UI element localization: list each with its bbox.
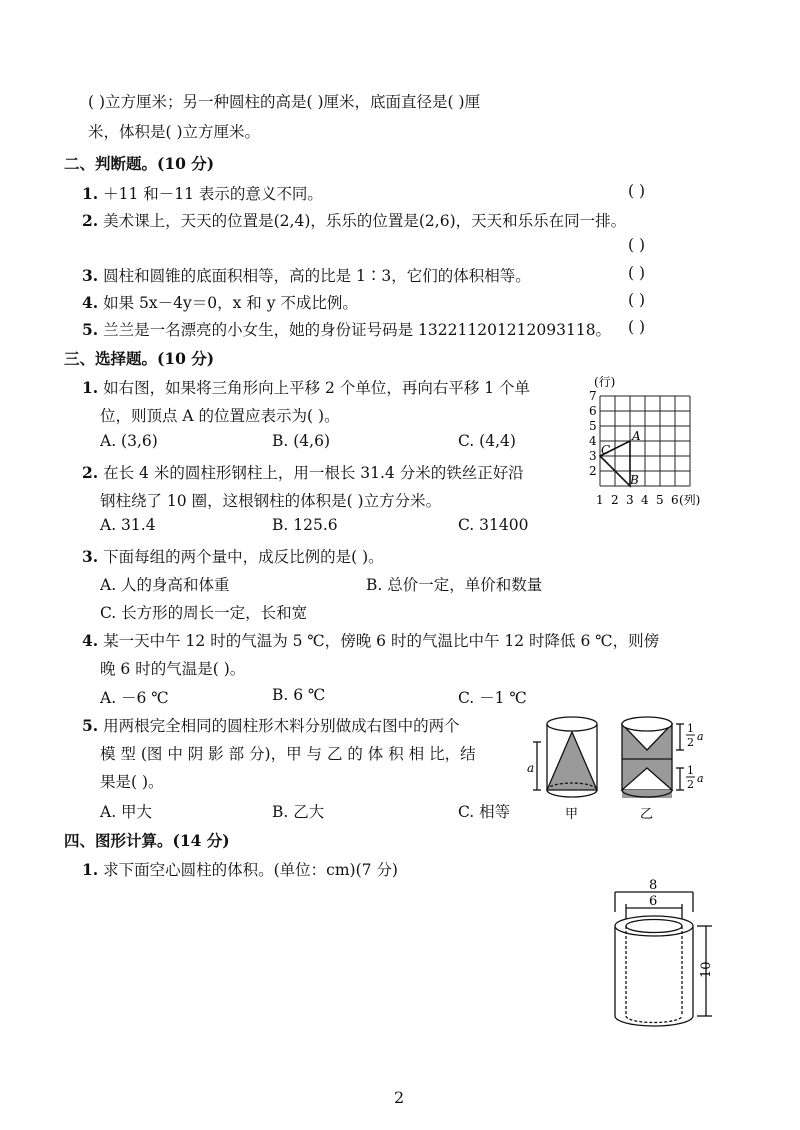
y-tick: 7 (589, 389, 597, 403)
answer-paren-3[interactable]: ( ) (628, 264, 646, 282)
inner-diameter-label: 6 (649, 894, 658, 909)
option-a[interactable]: A. (3,6) (100, 432, 158, 450)
coordinate-grid-figure (580, 372, 720, 522)
choice-q1-line1 (82, 376, 530, 398)
point-b-label: B (630, 473, 639, 487)
question-text: 求下面空心圆柱的体积。(单位：cm)(7 分) (103, 861, 398, 879)
fraction-denominator: 2 (687, 778, 694, 791)
choice-q5-line3: 果是( )。 (100, 773, 164, 791)
x-ticks (596, 493, 679, 507)
option-c[interactable]: C. 相等 (458, 803, 511, 821)
height-label: 10 (699, 961, 714, 978)
answer-paren-1[interactable]: ( ) (628, 182, 646, 200)
option-c[interactable]: C. 长方形的周长一定，长和宽 (100, 604, 308, 622)
y-tick: 3 (589, 449, 597, 463)
fraction-numerator: 1 (687, 722, 694, 735)
question-text: 用两根完全相同的圆柱形木料分别做成右图中的两个 (103, 717, 460, 735)
choice-q2-line1 (82, 461, 524, 483)
judge-item-3 (82, 264, 531, 286)
cylinder-yi (622, 717, 684, 798)
x-axis-label: (列) (679, 493, 701, 507)
x-tick: 2 (611, 493, 619, 507)
judge-item-4 (82, 291, 358, 313)
option-a[interactable]: A. －6 ℃ (100, 689, 169, 707)
item-number: 1. (82, 860, 99, 879)
x-tick: 1 (596, 493, 604, 507)
item-number: 2. (82, 211, 99, 230)
option-c[interactable]: C. 31400 (458, 516, 529, 534)
choice-q5-line1 (82, 714, 460, 736)
y-tick: 2 (589, 464, 597, 478)
choice-q2-line2: 钢柱绕了 10 圈，这根钢柱的体积是( )立方分米。 (100, 492, 442, 510)
y-ticks (589, 389, 597, 478)
option-c[interactable]: C. (4,4) (458, 432, 516, 450)
option-a[interactable]: A. 31.4 (100, 516, 156, 534)
y-axis-label: (行) (594, 375, 616, 389)
fraction-variable: a (697, 772, 704, 785)
fraction-denominator: 2 (687, 736, 694, 749)
hollow-cylinder-figure (598, 878, 728, 1038)
section-2-title: 二、判断题。(10 分) (64, 154, 215, 173)
fraction-numerator: 1 (687, 764, 694, 777)
item-text: ＋11 和－11 表示的意义不同。 (103, 185, 323, 203)
cylinder-jia (533, 717, 597, 798)
page-number: 2 (394, 1088, 405, 1107)
half-a-label-bottom (686, 764, 704, 791)
calc-q1 (82, 858, 398, 880)
question-text: 某一天中午 12 时的气温为 5 ℃，傍晚 6 时的气温比中午 12 时降低 6 ℃，则傍 (103, 632, 660, 650)
y-tick: 5 (589, 419, 597, 433)
cylinders-figure (525, 710, 725, 825)
choice-q4-line2: 晚 6 时的气温是( )。 (100, 660, 246, 678)
half-a-label-top (686, 722, 704, 749)
x-tick: 5 (656, 493, 664, 507)
option-a[interactable]: A. 甲大 (100, 803, 153, 821)
jia-label: 甲 (565, 807, 579, 822)
choice-q4-line1 (82, 629, 659, 651)
item-number: 5. (82, 320, 99, 339)
continued-line-1: ( )立方厘米；另一种圆柱的高是( )厘米，底面直径是( )厘 (88, 93, 481, 111)
section-3-title: 三、选择题。(10 分) (64, 349, 215, 368)
judge-item-2 (82, 209, 626, 231)
option-b[interactable]: B. (4,6) (272, 432, 330, 450)
item-text: 圆柱和圆锥的底面积相等，高的比是 1∶3，它们的体积相等。 (103, 267, 531, 285)
answer-paren-2[interactable]: ( ) (628, 236, 646, 254)
option-b[interactable]: B. 总价一定，单价和数量 (366, 576, 543, 594)
judge-item-1 (82, 182, 323, 204)
judge-item-5 (82, 318, 611, 340)
point-a-label: A (632, 429, 641, 443)
x-tick: 3 (626, 493, 634, 507)
item-text: 美术课上，天天的位置是(2,4)，乐乐的位置是(2,6)，天天和乐乐在同一排。 (103, 212, 627, 230)
item-text: 如果 5x－4y＝0，x 和 y 不成比例。 (103, 294, 358, 312)
question-text: 在长 4 米的圆柱形钢柱上，用一根长 31.4 分米的铁丝正好沿 (103, 464, 524, 482)
option-b[interactable]: B. 乙大 (272, 803, 325, 821)
choice-q1-line2: 位，则顶点 A 的位置应表示为( )。 (100, 407, 340, 425)
y-tick: 6 (589, 404, 597, 418)
point-c-label: C (601, 443, 611, 457)
section-4-title: 四、图形计算。(14 分) (64, 831, 230, 850)
option-c[interactable]: C. －1 ℃ (458, 689, 527, 707)
item-number: 1. (82, 378, 99, 397)
item-number: 5. (82, 716, 99, 735)
option-a[interactable]: A. 人的身高和体重 (100, 576, 230, 594)
grid-lines (600, 396, 690, 486)
question-text: 下面每组的两个量中，成反比例的是( )。 (103, 548, 384, 566)
x-tick: 4 (641, 493, 649, 507)
y-tick: 4 (589, 434, 597, 448)
item-text: 兰兰是一名漂亮的小女生，她的身份证号码是 132211201212093118。 (103, 321, 612, 339)
option-b[interactable]: B. 6 ℃ (272, 686, 326, 704)
item-number: 1. (82, 184, 99, 203)
item-number: 3. (82, 547, 99, 566)
choice-q3-line1 (82, 545, 384, 567)
answer-paren-4[interactable]: ( ) (628, 291, 646, 309)
item-number: 4. (82, 293, 99, 312)
question-text: 如右图，如果将三角形向上平移 2 个单位，再向右平移 1 个单 (103, 379, 531, 397)
item-number: 2. (82, 463, 99, 482)
continued-line-2: 米，体积是( )立方厘米。 (88, 123, 261, 141)
outer-diameter-label: 8 (649, 878, 658, 893)
choice-q5-line2: 模 型 (图 中 阴 影 部 分)，甲 与 乙 的 体 积 相 比，结 (100, 745, 476, 763)
item-number: 4. (82, 631, 99, 650)
item-number: 3. (82, 266, 99, 285)
yi-label: 乙 (640, 807, 654, 822)
answer-paren-5[interactable]: ( ) (628, 318, 646, 336)
option-b[interactable]: B. 125.6 (272, 516, 338, 534)
jia-height-label: a (527, 761, 535, 775)
x-tick: 6 (671, 493, 679, 507)
fraction-variable: a (697, 730, 704, 743)
